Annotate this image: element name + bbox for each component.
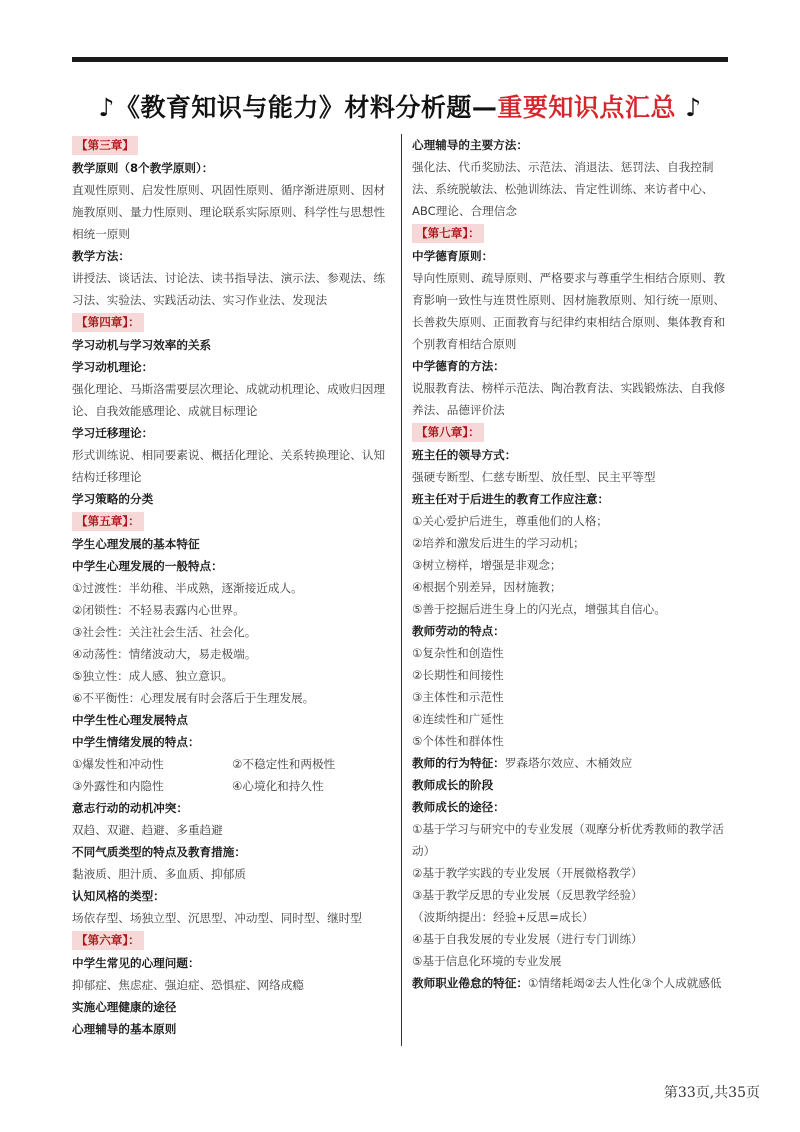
list-item: ④心境化和持久性 bbox=[232, 779, 324, 793]
paragraph: 说服教育法、榜样示范法、陶冶教育法、实践锻炼法、自我修养法、品德评价法 bbox=[412, 381, 726, 417]
list-item: ②基于教学实践的专业发展（开展微格教学） bbox=[412, 866, 643, 880]
paragraph: 强化法、代币奖励法、示范法、消退法、惩罚法、自我控制法、系统脱敏法、松弛训练法、肯定性训练、来访者中心、ABC理论、合理信念 bbox=[412, 160, 714, 218]
top-rule bbox=[72, 57, 728, 62]
heading: 心理辅导的主要方法： bbox=[412, 138, 528, 152]
heading: 教学原则（8个教学原则）： bbox=[72, 161, 214, 175]
list-item: ④连续性和广延性 bbox=[412, 712, 504, 726]
list-item: ④动荡性：情绪波动大，易走极端。 bbox=[72, 647, 257, 661]
heading: 教师成长的阶段 bbox=[412, 778, 494, 792]
paragraph: 讲授法、谈话法、讨论法、读书指导法、演示法、参观法、练习法、实验法、实践活动法、实习作业法、发现法 bbox=[72, 271, 386, 307]
paragraph: 直观性原则、启发性原则、巩固性原则、循序渐进原则、因材施教原则、量力性原则、理论联系实际原则、科学性与思想性相统一原则 bbox=[72, 183, 386, 241]
list-item: ②不稳定性和两极性 bbox=[232, 757, 336, 771]
page-number: 第33页,共35页 bbox=[663, 1085, 760, 1101]
list-item: ①关心爱护后进生，尊重他们的人格； bbox=[412, 514, 608, 528]
list-item: ③社会性：关注社会生活、社会化。 bbox=[72, 625, 257, 639]
heading: 实施心理健康的途径 bbox=[72, 1000, 177, 1014]
heading: 教师劳动的特点： bbox=[412, 624, 505, 638]
list-item: ②培养和激发后进生的学习动机； bbox=[412, 536, 585, 550]
heading: 教师的行为特征： bbox=[412, 756, 505, 770]
chapter-8-badge: 【第八章】： bbox=[412, 423, 484, 442]
heading: 心理辅导的基本原则 bbox=[72, 1022, 177, 1036]
list-item: ①爆发性和冲动性 bbox=[72, 757, 164, 771]
list-item: ①复杂性和创造性 bbox=[412, 646, 504, 660]
list-item: ⑤个体性和群体性 bbox=[412, 734, 504, 748]
paragraph: 形式训练说、相同要素说、概括化理论、关系转换理论、认知结构迁移理论 bbox=[72, 448, 386, 484]
list-item: （波斯纳提出：经验+反思=成长） bbox=[412, 910, 594, 924]
burnout-line bbox=[412, 972, 732, 994]
list-item: ⑥不平衡性：心理发展有时会落后于生理发展。 bbox=[72, 691, 315, 705]
title-highlight: 重要知识点汇总 bbox=[497, 93, 676, 122]
heading: 学习策略的分类 bbox=[72, 492, 154, 506]
heading: 中学生心理发展的一般特点： bbox=[72, 559, 223, 573]
heading: 中学生情绪发展的特点： bbox=[72, 735, 200, 749]
chapter-7-badge: 【第七章】： bbox=[412, 224, 484, 243]
chapter-4-badge: 【第四章】： bbox=[72, 313, 144, 332]
behavior-line bbox=[412, 752, 732, 774]
paragraph: 强化理论、马斯洛需要层次理论、成就动机理论、成败归因理论、自我效能感理论、成就目标理论 bbox=[72, 382, 386, 418]
heading: 学习动机理论： bbox=[72, 360, 154, 374]
chapter-5-badge: 【第五章】： bbox=[72, 512, 144, 531]
list-item: ⑤基于信息化环境的专业发展 bbox=[412, 954, 562, 968]
list-item: ①过渡性：半幼稚、半成熟，逐渐接近成人。 bbox=[72, 581, 303, 595]
list-item: ⑤善于挖掘后进生身上的闪光点，增强其自信心。 bbox=[412, 602, 666, 616]
heading: 不同气质类型的特点及教育措施： bbox=[72, 845, 246, 859]
list-item: ④根据个别差异，因材施教； bbox=[412, 580, 562, 594]
heading: 学生心理发展的基本特征 bbox=[72, 537, 200, 551]
list-item: ①基于学习与研究中的专业发展（观摩分析优秀教师的教学活动） bbox=[412, 822, 724, 858]
paragraph: ①情绪耗竭②去人性化③个人成就感低 bbox=[527, 976, 722, 990]
heading: 教学方法： bbox=[72, 249, 130, 263]
heading: 中学生性心理发展特点 bbox=[72, 713, 188, 727]
paragraph: 黏液质、胆汁质、多血质、抑郁质 bbox=[72, 867, 246, 881]
heading: 中学生常见的心理问题： bbox=[72, 956, 200, 970]
list-item: ③基于教学反思的专业发展（反思教学经验） bbox=[412, 888, 643, 902]
right-column bbox=[412, 134, 732, 994]
paragraph: 场依存型、场独立型、沉思型、冲动型、同时型、继时型 bbox=[72, 911, 362, 925]
list-item: ④基于自我发展的专业发展（进行专门训练） bbox=[412, 932, 643, 946]
heading: 学习动机与学习效率的关系 bbox=[72, 338, 212, 352]
heading: 教师成长的途径： bbox=[412, 800, 505, 814]
list-item: ③主体性和示范性 bbox=[412, 690, 504, 704]
chapter-6-badge: 【第六章】： bbox=[72, 931, 144, 950]
emotion-row bbox=[72, 753, 392, 775]
list-item: ⑤独立性：成人感、独立意识。 bbox=[72, 669, 234, 683]
emotion-row bbox=[72, 775, 392, 797]
heading: 班主任对于后进生的教育工作应注意： bbox=[412, 492, 610, 506]
heading: 中学德育原则： bbox=[412, 249, 494, 263]
column-divider bbox=[401, 134, 402, 1046]
list-item: ②长期性和间接性 bbox=[412, 668, 504, 682]
paragraph: 双趋、双避、趋避、多重趋避 bbox=[72, 823, 223, 837]
heading: 意志行动的动机冲突： bbox=[72, 801, 188, 815]
heading: 教师职业倦怠的特征： bbox=[412, 976, 528, 990]
left-column bbox=[72, 134, 392, 1040]
paragraph: 抑郁症、焦虑症、强迫症、恐惧症、网络成瘾 bbox=[72, 978, 304, 992]
chapter-3-badge: 【第三章】 bbox=[72, 136, 138, 155]
page-title: ♪《教育知识与能力》材料分析题—重要知识点汇总 ♪ bbox=[98, 93, 702, 122]
heading: 学习迁移理论： bbox=[72, 426, 154, 440]
heading: 班主任的领导方式： bbox=[412, 448, 517, 462]
paragraph: 强硬专断型、仁慈专断型、放任型、民主平等型 bbox=[412, 470, 656, 484]
list-item: ③外露性和内隐性 bbox=[72, 779, 164, 793]
heading: 认知风格的类型： bbox=[72, 889, 165, 903]
paragraph: 导向性原则、疏导原则、严格要求与尊重学生相结合原则、教育影响一致性与连贯性原则、因材施教原则、知行统一原则、长善救失原则、正面教育与纪律约束相结合原则、集体教育和个别教育相结合原则 bbox=[412, 271, 726, 351]
paragraph: 罗森塔尔效应、木桶效应 bbox=[504, 756, 633, 770]
list-item: ②闭锁性：不轻易表露内心世界。 bbox=[72, 603, 245, 617]
heading: 中学德育的方法： bbox=[412, 359, 505, 373]
list-item: ③树立榜样，增强是非观念； bbox=[412, 558, 562, 572]
